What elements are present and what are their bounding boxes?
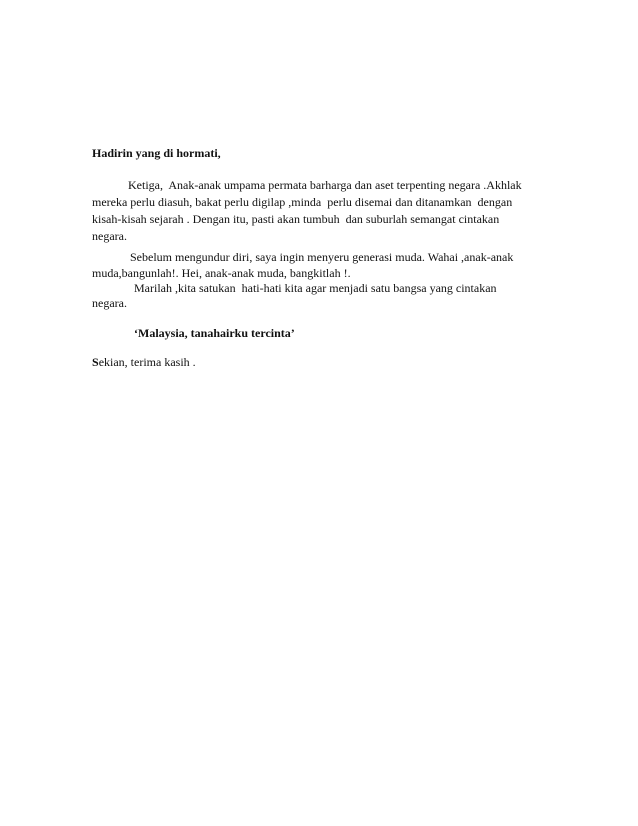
slogan: ‘Malaysia, tanahairku tercinta’ <box>134 326 295 340</box>
paragraph1-line4: negara. <box>92 229 127 243</box>
closing-initial: S <box>92 355 99 369</box>
paragraph2-line3: Marilah ,kita satukan hati-hati kita agar menjadi satu bangsa yang cintakan <box>134 281 497 295</box>
paragraph2-line2: muda,bangunlah!. Hei, anak-anak muda, bangkitlah !. <box>92 266 351 280</box>
paragraph1-line2: mereka perlu diasuh, bakat perlu digilap ,minda perlu disemai dan ditanamkan dengan <box>92 195 513 209</box>
closing-rest: ekian, terima kasih . <box>98 355 196 369</box>
paragraph2-line1: Sebelum mengundur diri, saya ingin menyeru generasi muda. Wahai ,anak-anak <box>130 250 514 264</box>
paragraph1-line3: kisah-kisah sejarah . Dengan itu, pasti akan tumbuh dan suburlah semangat cintakan <box>92 212 500 226</box>
paragraph1-line1: Ketiga, Anak-anak umpama permata barharga dan aset terpenting negara .Akhlak <box>128 178 522 192</box>
paragraph2-line4: negara. <box>92 296 127 310</box>
closing-line <box>92 355 196 370</box>
greeting: Hadirin yang di hormati, <box>92 146 221 160</box>
